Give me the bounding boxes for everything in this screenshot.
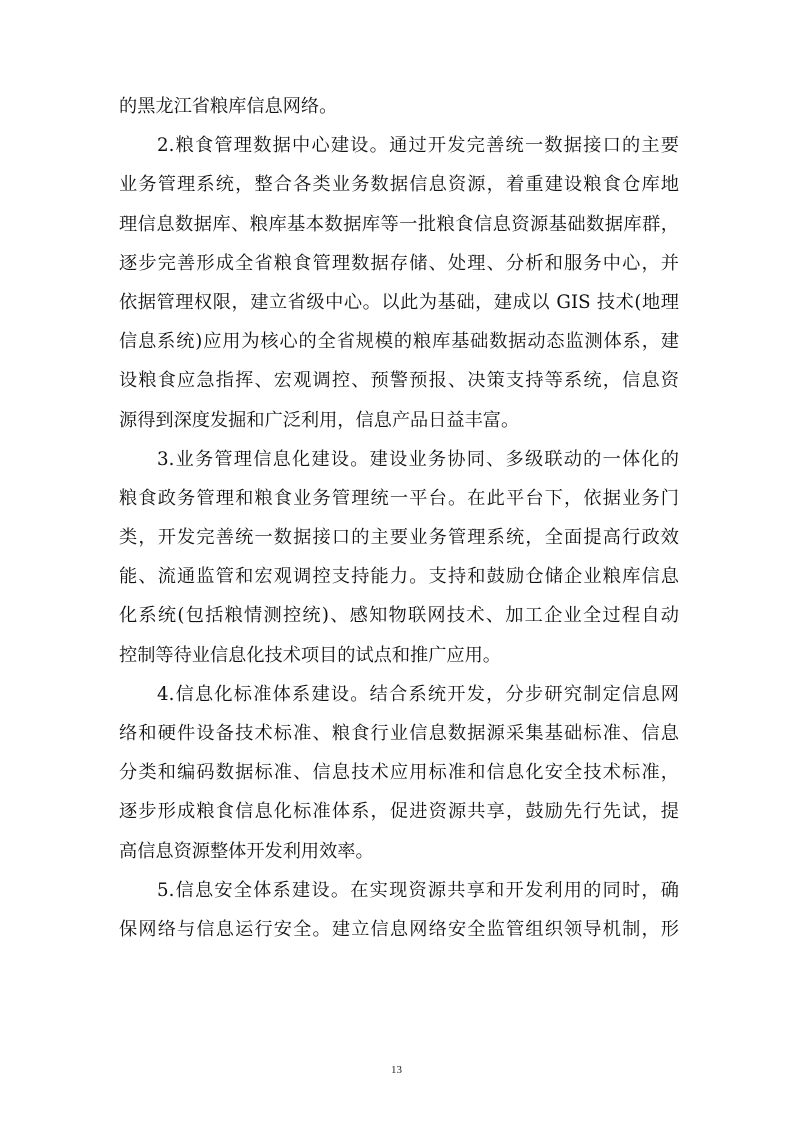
text-line: 源得到深度发掘和广泛利用，信息产品日益丰富。 xyxy=(119,409,520,431)
text-line: 逐步形成粮食信息化标准体系，促进资源共享，鼓励先行先试，提 xyxy=(119,801,679,823)
text-line: 逐步完善形成全省粮食管理数据存储、处理、分析和服务中心，并 xyxy=(119,252,679,274)
text-line: 分类和编码数据标准、信息技术应用标准和信息化安全技术标准， xyxy=(119,762,679,784)
text-line: 控制等待业信息化技术项目的试点和推广应用。 xyxy=(119,644,501,666)
text-line: 高信息资源整体开发利用效率。 xyxy=(119,840,374,862)
text-line: 依据管理权限，建立省级中心。以此为基础，建成以 GIS 技术(地理 xyxy=(119,291,679,313)
text-line: 保网络与信息运行安全。建立信息网络安全监管组织领导机制，形 xyxy=(119,918,679,940)
text-line: 化系统(包括粮情测控统)、感知物联网技术、加工企业全过程自动 xyxy=(119,605,679,627)
paragraph-start-line: 2.粮食管理数据中心建设。通过开发完善统一数据接口的主要 xyxy=(157,135,679,157)
text-line: 理信息数据库、粮库基本数据库等一批粮食信息资源基础数据库群， xyxy=(119,213,679,235)
paragraph-start-line: 4.信息化标准体系建设。结合系统开发，分步研究制定信息网 xyxy=(157,683,679,705)
text-line: 类，开发完善统一数据接口的主要业务管理系统，全面提高行政效 xyxy=(119,527,679,549)
body-text xyxy=(119,87,679,949)
text-line: 能、流通监管和宏观调控支持能力。支持和鼓励仓储企业粮库信息 xyxy=(119,566,679,588)
paragraph-start-line: 3.业务管理信息化建设。建设业务协同、多级联动的一体化的 xyxy=(157,448,679,470)
text-line: 业务管理系统，整合各类业务数据信息资源，着重建设粮食仓库地 xyxy=(119,174,679,196)
text-line: 粮食政务管理和粮食业务管理统一平台。在此平台下，依据业务门 xyxy=(119,487,679,509)
page-number: 13 xyxy=(391,1064,402,1076)
paragraph-start-line: 5.信息安全体系建设。在实现资源共享和开发利用的同时，确 xyxy=(157,879,679,901)
text-line: 设粮食应急指挥、宏观调控、预警预报、决策支持等系统，信息资 xyxy=(119,370,679,392)
text-line: 的黑龙江省粮库信息网络。 xyxy=(119,96,338,117)
text-line: 信息系统)应用为核心的全省规模的粮库基础数据动态监测体系，建 xyxy=(119,331,679,353)
text-line: 络和硬件设备技术标准、粮食行业信息数据源采集基础标准、信息 xyxy=(119,723,679,744)
